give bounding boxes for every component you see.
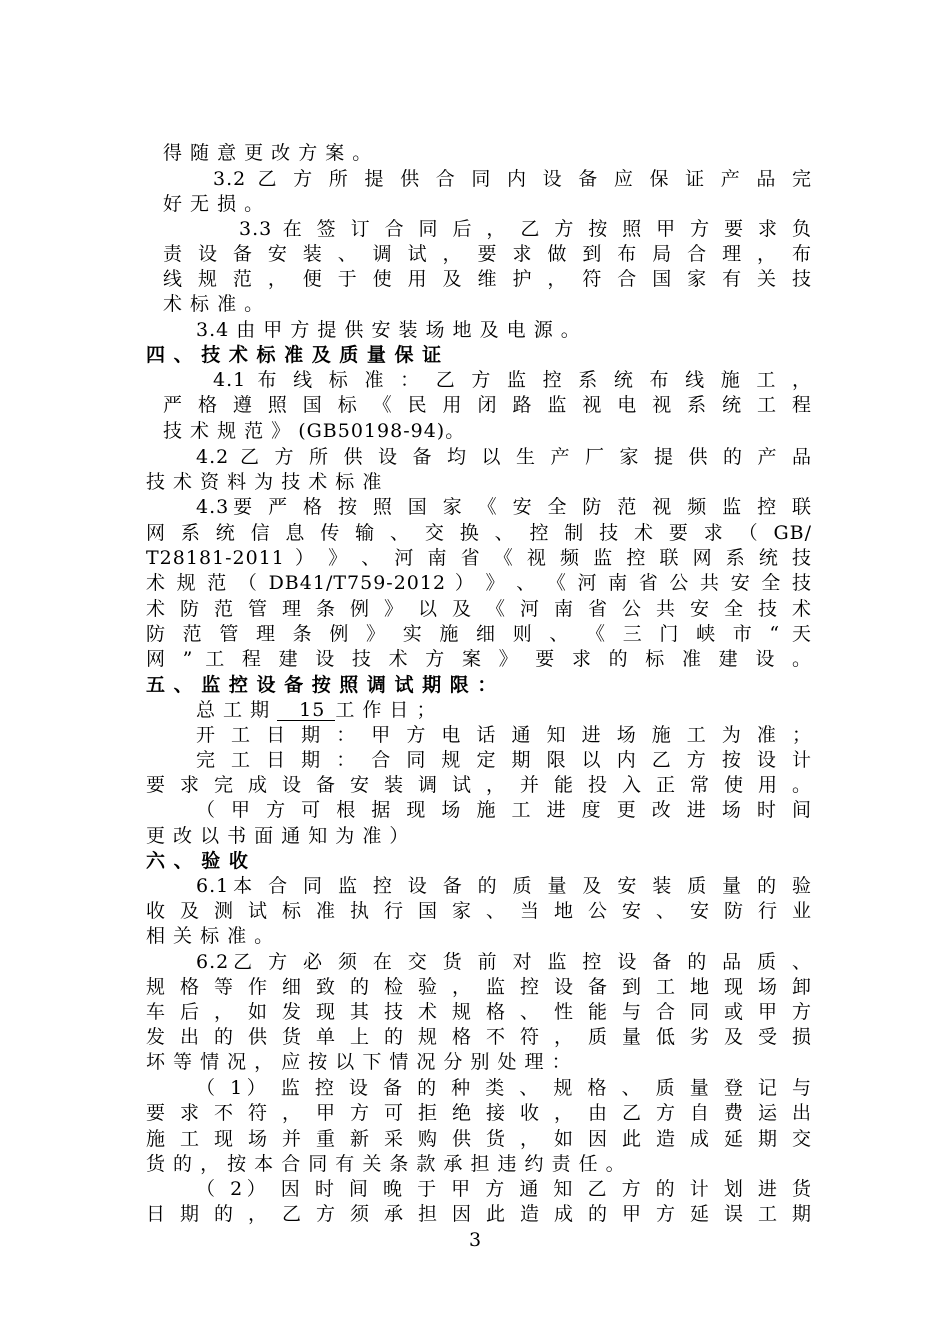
text-line: 发 出 的 供 货 单 上 的 规 格 不 符 ， 质 量 低 劣 及 受 损 — [146, 1026, 812, 1048]
text-line: 4.2 乙 方 所 供 设 备 均 以 生 产 厂 家 提 供 的 产 品 — [196, 446, 812, 468]
text-line: T28181-2011 ） 》 、 河 南 省 《 视 频 监 控 联 网 系 统 技 — [146, 547, 812, 569]
section-heading: 六 、 验 收 — [146, 850, 249, 872]
text-line: （ 2） 因 时 间 晚 于 甲 方 通 知 乙 方 的 计 划 进 货 — [196, 1178, 812, 1200]
text-line: 4.1 布 线 标 准 ： 乙 方 监 控 系 统 布 线 施 工 ， — [213, 369, 812, 391]
page-number: 3 — [468, 1229, 482, 1251]
text-line: 6.1本 合 同 监 控 设 备 的 质 量 及 安 装 质 量 的 验 — [196, 875, 812, 897]
text-line: 4.3要 严 格 按 照 国 家 《 安 全 防 范 视 频 监 控 联 — [196, 496, 812, 518]
section-heading: 五 、 监 控 设 备 按 照 调 试 期 限 ： — [146, 674, 498, 696]
duration-days: 15 — [277, 700, 335, 721]
text-line: 网 系 统 信 息 传 输 、 交 换 、 控 制 技 术 要 求 （ GB/ — [146, 522, 812, 544]
duration-line — [196, 697, 812, 723]
text-line: 收 及 测 试 标 准 执 行 国 家 、 当 地 公 安 、 安 防 行 业 — [146, 900, 812, 922]
text-line: 得 随 意 更 改 方 案 。 — [163, 142, 373, 164]
text-line: 开 工 日 期 ： 甲 方 电 话 通 知 进 场 施 工 为 准 ； — [196, 724, 812, 746]
text-line: 相 关 标 准 。 — [146, 925, 275, 947]
text-line: 责 设 备 安 装 、 调 试 ， 要 求 做 到 布 局 合 理 ， 布 — [163, 243, 812, 265]
text-line: 术 规 范 （ DB41/T759-2012 ） 》 、 《 河 南 省 公 共 安 全 技 — [146, 572, 812, 594]
text-line: 货 的 ， 按 本 合 同 有 关 条 款 承 担 违 约 责 任 。 — [146, 1153, 626, 1175]
text-line: 车 后 ， 如 发 现 其 技 术 规 格 、 性 能 与 合 同 或 甲 方 — [146, 1001, 812, 1023]
text-line: （ 甲 方 可 根 据 现 场 施 工 进 度 更 改 进 场 时 间 — [196, 799, 812, 821]
text-line: （ 1） 监 控 设 备 的 种 类 、 规 格 、 质 量 登 记 与 — [196, 1077, 812, 1099]
duration-prefix: 总 工 期 — [196, 699, 271, 721]
text-line: 技 术 资 料 为 技 术 标 准 — [146, 471, 383, 493]
text-line: 更 改 以 书 面 通 知 为 准 ） — [146, 825, 410, 847]
text-line: 3.4 由 甲 方 提 供 安 装 场 地 及 电 源 。 — [196, 319, 581, 341]
text-line: 技 术 规 范 》 (GB50198-94)。 — [163, 420, 466, 442]
section-heading: 四 、 技 术 标 准 及 质 量 保 证 — [146, 344, 443, 366]
text-line: 完 工 日 期 ： 合 同 规 定 期 限 以 内 乙 方 按 设 计 — [196, 749, 812, 771]
text-line: 网 ” 工 程 建 设 技 术 方 案 》 要 求 的 标 准 建 设 。 — [146, 648, 812, 670]
text-line: 日 期 的 ， 乙 方 须 承 担 因 此 造 成 的 甲 方 延 误 工 期 — [146, 1203, 812, 1225]
text-line: 线 规 范 ， 便 于 使 用 及 维 护 ， 符 合 国 家 有 关 技 — [163, 268, 812, 290]
text-line: 规 格 等 作 细 致 的 检 验 ， 监 控 设 备 到 工 地 现 场 卸 — [146, 976, 812, 998]
text-line: 6.2乙 方 必 须 在 交 货 前 对 监 控 设 备 的 品 质 、 — [196, 951, 812, 973]
text-line: 术 防 范 管 理 条 例 》 以 及 《 河 南 省 公 共 安 全 技 术 — [146, 598, 812, 620]
text-line: 好 无 损 。 — [163, 193, 265, 215]
text-line: 施 工 现 场 并 重 新 采 购 供 货 ， 如 因 此 造 成 延 期 交 — [146, 1128, 812, 1150]
text-line: 坏 等 情 况 ， 应 按 以 下 情 况 分 别 处 理 ： — [146, 1051, 572, 1073]
text-line: 要 求 不 符 ， 甲 方 可 拒 绝 接 收 ， 由 乙 方 自 费 运 出 — [146, 1102, 812, 1124]
text-line: 3.2 乙 方 所 提 供 合 同 内 设 备 应 保 证 产 品 完 — [213, 168, 812, 190]
text-line: 术 标 准 。 — [163, 293, 265, 315]
text-line: 防 范 管 理 条 例 》 实 施 细 则 、 《 三 门 峡 市 “ 天 — [146, 623, 812, 645]
duration-suffix: 工 作 日 ； — [335, 699, 437, 721]
text-line: 严 格 遵 照 国 标 《 民 用 闭 路 监 视 电 视 系 统 工 程 — [163, 394, 812, 416]
text-line: 3.3 在 签 订 合 同 后 ， 乙 方 按 照 甲 方 要 求 负 — [239, 218, 812, 240]
text-line: 要 求 完 成 设 备 安 装 调 试 ， 并 能 投 入 正 常 使 用 。 — [146, 774, 812, 796]
